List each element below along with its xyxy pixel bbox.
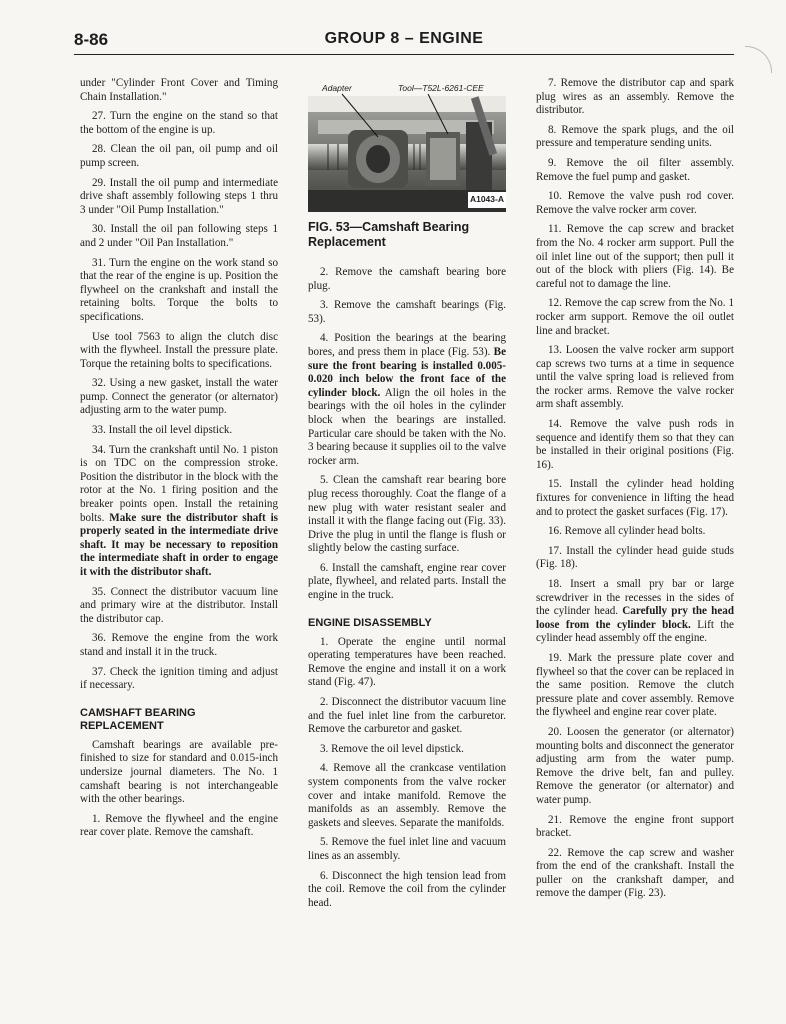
page-header [74, 30, 734, 55]
paragraph: 28. Clean the oil pan, oil pump and oil pump screen. [80, 143, 278, 169]
paragraph: 6. Install the camshaft, engine rear cover plate, flywheel, and related parts. Install the engine in the truck. [308, 561, 506, 602]
paragraph: 4. Remove all the crankcase ventilation system components from the valve rocker cover and intake manifold. Remove the manifolds as an assembly. Remove the gaskets and sleeves. Separate the manifolds. [308, 762, 506, 829]
text-column-3 [536, 77, 734, 907]
group-title: GROUP 8 – ENGINE [324, 30, 484, 47]
paragraph: 27. Turn the engine on the stand so that the bottom of the engine is up. [80, 110, 278, 136]
paragraph: 6. Disconnect the high tension lead from the coil. Remove the coil from the cylinder head. [308, 869, 506, 909]
paragraph [80, 444, 278, 580]
bold-warning: Be sure the front bearing is installed 0.005-0.020 inch below the front face of the cylinder block. [308, 345, 506, 399]
paragraph: 20. Loosen the generator (or alternator) mounting bolts and disconnect the generator adjusting arm from the water pump. Remove the drive belt, fan and pulley. Remove the generator (or alternator) and water pump. [536, 725, 734, 806]
paragraph: 33. Install the oil level dipstick. [92, 424, 233, 437]
paragraph: 35. Connect the distributor vacuum line and primary wire at the distributor. Install the distributor cap. [80, 585, 278, 625]
paragraph: 29. Install the oil pump and intermediate drive shaft assembly following steps 1 thru 3 under "Oil Pump Installation." [80, 176, 278, 216]
paragraph-text: Lift the cylinder head assembly off the engine. [536, 618, 734, 645]
paragraph: 15. Install the cylinder head holding fixtures for convenience in lifting the head and to protect the gasket surfaces (Fig. 17). [536, 478, 734, 518]
paragraph-text: 18. Insert a small pry bar or large screwdriver in the recesses in the sides of the cylinder head. [536, 578, 734, 618]
paragraph: 2. Disconnect the distributor vacuum line and the fuel inlet line from the carburetor. Remove the carburetor and gasket. [308, 696, 506, 736]
paragraph: 3. Remove the camshaft bearings (Fig. 53). [308, 299, 506, 325]
paragraph: 37. Check the ignition timing and adjust if necessary. [80, 665, 278, 692]
paragraph: 1. Operate the engine until normal operating temperatures have been reached. Remove the engine and install it on a work stand (Fig. 47). [308, 635, 506, 689]
page-number: 8-86 [74, 30, 109, 49]
paragraph: 8. Remove the spark plugs, and the oil pressure and temperature sending units. [536, 123, 734, 150]
paragraph: 9. Remove the oil filter assembly. Remove the fuel pump and gasket. [536, 156, 734, 183]
paragraph: 1. Remove the flywheel and the engine rear cover plate. Remove the camshaft. [80, 812, 278, 839]
paragraph: Use tool 7563 to align the clutch disc with the flywheel. Install the pressure plate. Torque the retaining bolts to specifications. [80, 330, 278, 370]
paragraph: 19. Mark the pressure plate cover and flywheel so that the cover can be replaced in the same position. Remove the clutch pressure plate and cover assembly. Remove the flywheel and engine rear cover plate. [536, 651, 734, 719]
paragraph-text: Align the oil holes in the bearings with the oil holes in the cylinder block when the bearings are installed. Particular care should be taken with the No. 3 bearing because it supplies oil to the valve rocker arm. [308, 386, 507, 467]
paragraph: 17. Install the cylinder head guide studs (Fig. 18). [536, 544, 734, 571]
paragraph: 31. Turn the engine on the work stand so that the rear of the engine is up. Position the flywheel on the crankshaft and install the retaining bolts. Torque the bolts to specifications. [80, 256, 278, 323]
bold-warning: Make sure the distributor shaft is properly seated in the intermediate drive shaft. It may be necessary to reposition the intermediate shaft in order to engage it with the distributor shaft. [80, 511, 278, 578]
paragraph: 5. Clean the camshaft rear bearing bore plug recess thoroughly. Coat the flange of a new plug with water resistant sealer and install it with the flange facing out (Fig. 33). Drive the plug in until the flange is flush or slightly below the casting surface. [308, 474, 506, 555]
paragraph: 22. Remove the cap screw and washer from the end of the crankshaft. Install the puller on the crankshaft damper, and remove the damper (Fig. 23). [536, 846, 734, 900]
figure-code: A1043-A [468, 192, 506, 208]
paragraph [308, 332, 506, 468]
paragraph: Camshaft bearings are available pre-finished to size for standard and 0.015-inch undersize journal diameters. The No. 1 camshaft bearing is not interchangeable with the other bearings. [80, 738, 278, 806]
paragraph-text: 4. Position the bearings at the bearing bores, and press them in place (Fig. 53). [308, 332, 506, 358]
tool-label: Tool—T52L-6261-CEE [398, 83, 484, 93]
section-heading: CAMSHAFT BEARING REPLACEMENT [80, 706, 196, 732]
paragraph: 13. Loosen the valve rocker arm support cap screws two turns at a time in sequence until the valve spring load is relieved from the rocker arms. Remove the valve rocker arm shaft assembly. [536, 344, 734, 411]
paragraph: 11. Remove the cap screw and bracket from the No. 4 rocker arm support. Pull the oil inlet line out of the support; then pull it out of the block with pliers (Fig. 14). Be careful not to damage the line. [536, 223, 734, 290]
paragraph: 14. Remove the valve push rods in sequence and identify them so that they can be installed in their original positions (Fig. 16). [536, 418, 734, 471]
paragraph: 3. Remove the oil level dipstick. [320, 742, 464, 755]
paragraph-text: 34. Turn the crankshaft until No. 1 piston is on TDC on the compression stroke. Position the distributor in the block with the rotor at the No. 1 firing position and the breaker points open. Install the retaining bolts. [80, 443, 278, 524]
paragraph: 16. Remove all cylinder head bolts. [548, 525, 706, 538]
figure-53 [308, 82, 506, 212]
paragraph: 12. Remove the cap screw from the No. 1 rocker arm support. Remove the oil outlet line and bracket. [536, 297, 734, 337]
paragraph: 10. Remove the valve push rod cover. Remove the valve rocker arm cover. [536, 190, 734, 216]
paragraph: 2. Remove the camshaft bearing bore plug. [308, 266, 506, 292]
paragraph: 32. Using a new gasket, install the water pump. Connect the generator (or alternator) adjusting arm to the water pump. [80, 377, 278, 417]
text-column-2 [308, 82, 506, 916]
text-column-1 [80, 77, 278, 846]
adapter-label: Adapter [322, 83, 352, 93]
paragraph: under "Cylinder Front Cover and Timing Chain Installation." [80, 77, 278, 103]
paragraph: 5. Remove the fuel inlet line and vacuum lines as an assembly. [308, 836, 506, 862]
paragraph: 36. Remove the engine from the work stand and install it in the truck. [80, 632, 278, 658]
bold-warning: Carefully pry the head loose from the cylinder block. [536, 605, 734, 631]
paragraph: 21. Remove the engine front support bracket. [536, 813, 734, 840]
paragraph [536, 578, 734, 646]
page-corner-curl [745, 46, 772, 73]
figure-caption: FIG. 53—Camshaft Bearing Replacement [308, 220, 470, 249]
paragraph: 7. Remove the distributor cap and spark plug wires as an assembly. Remove the distributor. [536, 77, 734, 117]
paragraph: 30. Install the oil pan following steps 1 and 2 under "Oil Pan Installation." [80, 223, 278, 249]
section-heading: ENGINE DISASSEMBLY [308, 616, 432, 629]
